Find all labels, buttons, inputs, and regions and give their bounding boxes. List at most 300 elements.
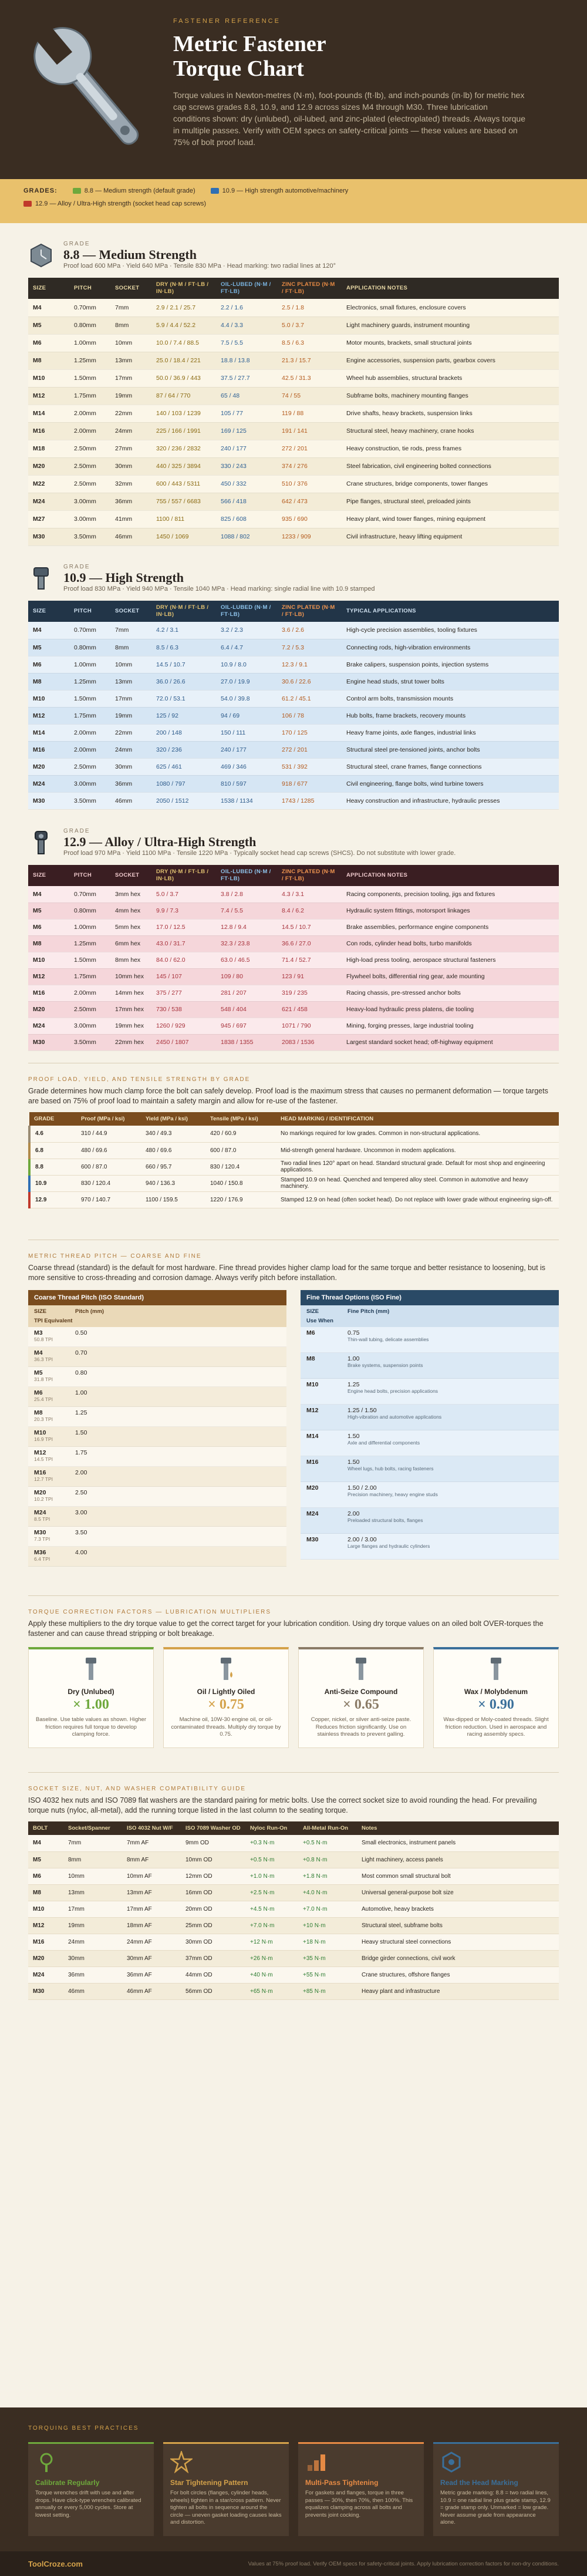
cell-wash: 16mm OD: [181, 1884, 245, 1901]
table-row: [28, 1835, 559, 1851]
cell-tensile: 830 / 120.4: [205, 1159, 276, 1175]
cell-socket: 8mm: [110, 639, 151, 656]
socket-compat-section: [0, 1773, 587, 2019]
cell-oil: 7.4 / 5.5: [216, 903, 277, 919]
cell-proof: 310 / 44.9: [76, 1126, 141, 1142]
cell-oil: 945 / 697: [216, 1018, 277, 1034]
cell-dry: 1100 / 811: [151, 510, 216, 528]
cell-zinc: 272 / 201: [277, 440, 342, 457]
cell-sock: 7mm: [63, 1835, 122, 1851]
section-eyebrow: PROOF LOAD, YIELD, AND TENSILE STRENGTH BY GRADE: [28, 1076, 251, 1083]
tpi-label: 14.5 TPI: [34, 1456, 53, 1462]
cell-pitch: 1.00mm: [69, 656, 110, 673]
cell-dry: 9.9 / 7.3: [151, 903, 216, 919]
cell-wash: 37mm OD: [181, 1950, 245, 1966]
tpi-label: 31.8 TPI: [34, 1376, 53, 1382]
cell-nyl: +40 N·m: [245, 1966, 298, 1983]
use-when: Large flanges and hydraulic cylinders: [348, 1543, 430, 1549]
col-pitch: PITCH: [69, 278, 110, 299]
proof-load-table: [28, 1112, 559, 1208]
practice-title: Read the Head Marking: [440, 2479, 518, 2487]
col-header: Nyloc Run-On: [245, 1821, 298, 1835]
table-row: [28, 707, 559, 724]
col-header: ISO 4032 Nut W/F: [122, 1821, 181, 1835]
cell-dry: 50.0 / 36.9 / 443: [151, 369, 216, 387]
col-header: All-Metal Run-On: [298, 1821, 357, 1835]
table-row: [28, 690, 559, 707]
practice-description: For gaskets and flanges, torque in three passes — 30%, then 70%, then 100%. This equalizes clamping across all bolts and prevents joint cocking.: [305, 2490, 413, 2518]
use-when: Brake systems, suspension points: [348, 1362, 423, 1368]
cell-oil: 105 / 77: [216, 405, 277, 422]
cell-tensile: 1220 / 176.9: [205, 1191, 276, 1208]
grade-title: 8.8 — Medium Strength: [63, 247, 197, 262]
cell-pitch: 0.70mm: [69, 886, 110, 903]
cell-grade: 6.8: [29, 1142, 76, 1159]
col-apps: TYPICAL APPLICATIONS: [342, 601, 559, 622]
fine-pitch: [348, 1381, 438, 1394]
col-dry: DRY (N·M / FT·LB / IN·LB): [151, 601, 216, 622]
thread-size: [34, 1409, 75, 1422]
pitch-value: 4.00: [75, 1549, 87, 1556]
col-oil: OIL-LUBED (N·M / FT·LB): [216, 601, 277, 622]
table-row: [28, 422, 559, 440]
practice-card: [298, 2442, 424, 2536]
cell-size: M20: [28, 457, 69, 475]
cell-met: +4.0 N·m: [298, 1884, 357, 1901]
cell-note: Automotive, heavy brackets: [357, 1901, 559, 1917]
cell-note: Heavy plant and infrastructure: [357, 1983, 559, 1999]
list-item: [301, 1508, 559, 1534]
footer-brand-link[interactable]: ToolCroze.com: [28, 2559, 83, 2568]
cell-app: Con rods, cylinder head bolts, turbo manifolds: [342, 935, 559, 952]
cell-dry: 2050 / 1512: [151, 792, 216, 809]
cell-pitch: 1.50mm: [69, 690, 110, 707]
cell-zinc: 36.6 / 27.0: [277, 935, 342, 952]
cell-proof: 480 / 69.6: [76, 1142, 141, 1159]
cell-oil: 2.2 / 1.6: [216, 299, 277, 316]
thread-size: [34, 1489, 75, 1502]
cell-socket: 10mm: [110, 656, 151, 673]
cell-dry: 625 / 461: [151, 758, 216, 775]
table-row: [28, 1884, 559, 1901]
table-row: [28, 1851, 559, 1868]
size-label: M5: [34, 1369, 43, 1376]
tpi-label: 36.3 TPI: [34, 1356, 53, 1362]
list-item: [301, 1482, 559, 1508]
size-label: M20: [34, 1489, 46, 1496]
cell-wash: 9mm OD: [181, 1835, 245, 1851]
cell-socket: 22mm: [110, 724, 151, 741]
cell-note: Structural steel, subframe bolts: [357, 1917, 559, 1934]
cell-size: M5: [28, 903, 69, 919]
cell-socket: 8mm: [110, 316, 151, 334]
cell-size: M24: [28, 1018, 69, 1034]
size-label: M12: [306, 1407, 319, 1414]
hero: [0, 0, 587, 179]
cell-dry: 36.0 / 26.6: [151, 673, 216, 690]
cell-oil: 94 / 69: [216, 707, 277, 724]
cell-app: Brake assemblies, performance engine components: [342, 919, 559, 935]
table-row: [28, 440, 559, 457]
cell-sock: 10mm: [63, 1868, 122, 1884]
cell-yield: 340 / 49.3: [141, 1126, 205, 1142]
cell-zinc: 30.6 / 22.6: [277, 673, 342, 690]
lube-multiplier: × 0.65: [343, 1697, 379, 1712]
cell-socket: 30mm: [110, 457, 151, 475]
grade-eyebrow: GRADE: [63, 828, 90, 834]
grade-title: 12.9 — Alloy / Ultra-High Strength: [63, 834, 257, 849]
table-row: [28, 952, 559, 968]
size-label: M24: [34, 1509, 46, 1516]
fine-title: Fine Thread Options (ISO Fine): [301, 1290, 559, 1305]
cell-met: +18 N·m: [298, 1934, 357, 1950]
cell-grade: 4.6: [29, 1126, 76, 1142]
table-row: [29, 1159, 559, 1175]
cell-dry: 440 / 325 / 3894: [151, 457, 216, 475]
cell-proof: 600 / 87.0: [76, 1159, 141, 1175]
fine-pitch: [348, 1459, 433, 1471]
list-item: [28, 1387, 286, 1407]
cell-oil: 281 / 207: [216, 985, 277, 1001]
col-dry: DRY (N·M / FT·LB / IN·LB): [151, 865, 216, 886]
cell-size: M10: [28, 690, 69, 707]
cell-pitch: 1.75mm: [69, 387, 110, 405]
cell-size: M6: [28, 656, 69, 673]
list-item: [28, 1407, 286, 1427]
lube-name: Wax / Molybdenum: [464, 1688, 528, 1696]
cell-dry: 5.0 / 3.7: [151, 886, 216, 903]
cell-dry: 17.0 / 12.5: [151, 919, 216, 935]
size-label: M8: [34, 1409, 43, 1416]
cell-oil: 18.8 / 13.8: [216, 352, 277, 369]
cell-met: +55 N·m: [298, 1966, 357, 1983]
size-label: M30: [34, 1529, 46, 1536]
cell-app: Light machinery guards, instrument mounting: [342, 316, 559, 334]
cell-oil: 32.3 / 23.8: [216, 935, 277, 952]
cell-oil: 330 / 243: [216, 457, 277, 475]
list-item: [28, 1507, 286, 1527]
cell-oil: 37.5 / 27.7: [216, 369, 277, 387]
list-item: [301, 1379, 559, 1405]
list-item: [301, 1353, 559, 1379]
cell-pitch: 2.50mm: [69, 1001, 110, 1018]
cell-dry: 225 / 166 / 1991: [151, 422, 216, 440]
cell-met: +10 N·m: [298, 1917, 357, 1934]
table-row: [28, 968, 559, 985]
cell-met: +0.8 N·m: [298, 1851, 357, 1868]
col-apps: APPLICATION NOTES: [342, 865, 559, 886]
oil-drop-icon: [216, 1656, 236, 1682]
cell-oil: 169 / 125: [216, 422, 277, 440]
fine-pitch: [348, 1407, 441, 1420]
cell-app: Hydraulic system fittings, motorsport linkages: [342, 903, 559, 919]
cell-nut: 30mm AF: [122, 1950, 181, 1966]
cell-zinc: 71.4 / 52.7: [277, 952, 342, 968]
cell-oil: 65 / 48: [216, 387, 277, 405]
socket-bolt-icon: [28, 565, 54, 591]
cell-pitch: 1.00mm: [69, 334, 110, 352]
cell-size: M22: [28, 475, 69, 493]
cell-pitch: 3.00mm: [69, 510, 110, 528]
use-when: Wheel lugs, hub bolts, racing fasteners: [348, 1466, 434, 1471]
cell-pitch: 3.50mm: [69, 528, 110, 545]
cell-dry: 72.0 / 53.1: [151, 690, 216, 707]
pitch-value: 2.50: [75, 1489, 87, 1496]
cell-socket: 24mm: [110, 741, 151, 758]
cell-app: Structural steel, heavy machinery, crane hooks: [342, 422, 559, 440]
cell-zinc: 170 / 125: [277, 724, 342, 741]
cell-dry: 1080 / 797: [151, 775, 216, 792]
pitch-value: 1.25: [348, 1381, 360, 1388]
pitch-value: 1.25: [75, 1409, 87, 1416]
cell-pitch: 3.50mm: [69, 1034, 110, 1050]
table-row: [28, 510, 559, 528]
pitch-value: 2.00: [75, 1469, 87, 1476]
cell-socket: 17mm: [110, 690, 151, 707]
cell-pitch: 1.00mm: [69, 919, 110, 935]
cell-note: Most common small structural bolt: [357, 1868, 559, 1884]
cell-nyl: +26 N·m: [245, 1950, 298, 1966]
cell-socket: 14mm hex: [110, 985, 151, 1001]
cell-socket: 41mm: [110, 510, 151, 528]
cell-pitch: 0.80mm: [69, 316, 110, 334]
table-row: [28, 334, 559, 352]
torque-table-10-9: [28, 601, 559, 810]
title-line-2: Torque Chart: [173, 56, 304, 81]
hex-head-icon: [440, 2451, 463, 2473]
cell-zinc: 106 / 78: [277, 707, 342, 724]
footer-note: Values at 75% proof load. Verify OEM specs for safety-critical joints. Apply lubrication correction factors for non-dry conditions.: [248, 2560, 559, 2567]
pitch-value: 1.00: [75, 1389, 87, 1396]
cell-oil: 150 / 111: [216, 724, 277, 741]
grade-subtitle: Proof load 970 MPa · Yield 1100 MPa · Tensile 1220 MPa · Typically socket head cap screws (SHCS). Do not substitute with lower grade.: [63, 850, 456, 857]
hex-bolt-icon: [28, 243, 54, 268]
torque-table-12-9: [28, 865, 559, 1051]
pitch-value: 2.00 / 3.00: [348, 1536, 377, 1543]
thread-size: [34, 1389, 75, 1402]
cell-zinc: 7.2 / 5.3: [277, 639, 342, 656]
wrench-icon: [23, 16, 158, 163]
cell-zinc: 374 / 276: [277, 457, 342, 475]
cell-dry: 125 / 92: [151, 707, 216, 724]
cell-app: High-load press tooling, aerospace structural fasteners: [342, 952, 559, 968]
cell-zinc: 642 / 473: [277, 493, 342, 510]
list-item: [301, 1534, 559, 1560]
col-marking: HEAD MARKING / IDENTIFICATION: [276, 1112, 559, 1126]
cell-mark: Mid-strength general hardware. Uncommon in modern applications.: [276, 1142, 559, 1159]
cell-app: Heavy-load hydraulic press platens, die tooling: [342, 1001, 559, 1018]
cell-pitch: 1.75mm: [69, 968, 110, 985]
cell-app: Heavy construction, tie rods, press frames: [342, 440, 559, 457]
cell-socket: 36mm: [110, 493, 151, 510]
col-apps: APPLICATION NOTES: [342, 278, 559, 299]
tpi-label: 12.7 TPI: [34, 1476, 53, 1482]
cell-oil: 109 / 80: [216, 968, 277, 985]
size-label: M10: [306, 1381, 319, 1388]
pitch-value: 3.00: [75, 1509, 87, 1516]
cell-app: Subframe bolts, machinery mounting flanges: [342, 387, 559, 405]
cell-size: M27: [28, 510, 69, 528]
cell-bolt: M5: [28, 1851, 63, 1868]
cell-dry: 25.0 / 18.4 / 221: [151, 352, 216, 369]
proof-load-section: [0, 1063, 587, 1240]
grade-eyebrow: GRADE: [63, 564, 90, 570]
cell-oil: 1088 / 802: [216, 528, 277, 545]
cell-dry: 600 / 443 / 5311: [151, 475, 216, 493]
cell-socket: 24mm: [110, 422, 151, 440]
lube-card: [163, 1647, 289, 1748]
pitch-value: 1.00: [348, 1355, 360, 1362]
cell-yield: 940 / 136.3: [141, 1175, 205, 1191]
cell-zinc: 42.5 / 31.3: [277, 369, 342, 387]
table-row: [28, 622, 559, 639]
cell-zinc: 918 / 677: [277, 775, 342, 792]
grade-title: 10.9 — High Strength: [63, 570, 184, 585]
cell-sock: 30mm: [63, 1950, 122, 1966]
size-label: M6: [306, 1329, 315, 1336]
cell-socket: 19mm: [110, 387, 151, 405]
cell-size: M30: [28, 528, 69, 545]
grade-8-8-section: [0, 223, 587, 552]
cell-zinc: 21.3 / 15.7: [277, 352, 342, 369]
lube-card: [28, 1647, 154, 1748]
cell-wash: 56mm OD: [181, 1983, 245, 1999]
cell-sock: 8mm: [63, 1851, 122, 1868]
lube-multiplier: × 1.00: [73, 1697, 109, 1712]
cell-nyl: +12 N·m: [245, 1934, 298, 1950]
section-eyebrow: METRIC THREAD PITCH — COARSE AND FINE: [28, 1253, 202, 1260]
cell-yield: 480 / 69.6: [141, 1142, 205, 1159]
cell-size: M12: [28, 387, 69, 405]
cell-dry: 320 / 236 / 2832: [151, 440, 216, 457]
dry-icon: [81, 1656, 101, 1682]
col-header: BOLT: [28, 1821, 63, 1835]
list-item: [28, 1527, 286, 1547]
cell-pitch: 2.50mm: [69, 440, 110, 457]
grade-legend: [0, 179, 587, 223]
cell-app: Heavy construction and infrastructure, hydraulic presses: [342, 792, 559, 809]
cell-pitch: 2.50mm: [69, 475, 110, 493]
cell-oil: 7.5 / 5.5: [216, 334, 277, 352]
cell-tensile: 420 / 60.9: [205, 1126, 276, 1142]
pitch-value: 1.75: [75, 1449, 87, 1456]
col-zinc: ZINC PLATED (N·M / FT·LB): [277, 278, 342, 299]
cell-tensile: 600 / 87.0: [205, 1142, 276, 1159]
cell-socket: 46mm: [110, 528, 151, 545]
cell-pitch: 3.50mm: [69, 792, 110, 809]
cell-bolt: M24: [28, 1966, 63, 1983]
thread-size: [34, 1369, 75, 1382]
cell-wash: 25mm OD: [181, 1917, 245, 1934]
fine-pitch: [348, 1329, 429, 1342]
thread-size: [34, 1509, 75, 1522]
cell-size: M16: [28, 741, 69, 758]
socket-table: [28, 1821, 559, 2000]
cell-size: M12: [28, 968, 69, 985]
cell-bolt: M4: [28, 1835, 63, 1851]
use-when: Precision machinery, heavy engine studs: [348, 1491, 438, 1497]
cell-socket: 19mm: [110, 707, 151, 724]
list-item: [301, 1327, 559, 1353]
lube-name: Oil / Lightly Oiled: [197, 1688, 255, 1696]
cell-socket: 3mm hex: [110, 886, 151, 903]
lube-multiplier: × 0.90: [478, 1697, 514, 1712]
cell-sock: 19mm: [63, 1917, 122, 1934]
cell-oil: 10.9 / 8.0: [216, 656, 277, 673]
cell-nyl: +65 N·m: [245, 1983, 298, 1999]
cell-zinc: 1233 / 909: [277, 528, 342, 545]
cell-wash: 30mm OD: [181, 1934, 245, 1950]
section-eyebrow: TORQUE CORRECTION FACTORS — LUBRICATION MULTIPLIERS: [28, 1609, 272, 1615]
size-label: M8: [306, 1355, 315, 1362]
list-item: [28, 1427, 286, 1447]
cell-zinc: 74 / 55: [277, 387, 342, 405]
cell-size: M16: [28, 422, 69, 440]
col-size: SIZE: [28, 865, 69, 886]
cell-socket: 7mm: [110, 622, 151, 639]
cell-nyl: +1.0 N·m: [245, 1868, 298, 1884]
cell-nut: 36mm AF: [122, 1966, 181, 1983]
cell-dry: 4.2 / 3.1: [151, 622, 216, 639]
cell-zinc: 319 / 235: [277, 985, 342, 1001]
fine-pitch: [348, 1433, 420, 1446]
cell-bolt: M20: [28, 1950, 63, 1966]
cell-pitch: 1.50mm: [69, 952, 110, 968]
col-oil: OIL-LUBED (N·M / FT·LB): [216, 278, 277, 299]
use-when: High-vibration and automotive applications: [348, 1414, 442, 1420]
list-item: [301, 1430, 559, 1456]
section-description: Grade determines how much clamp force the bolt can safely develop. Proof load is the maximum stress that causes no permanent deformation — torque targets are based on 75% of proof load to maintain a safety margin and allow for re-use of the fastener.: [28, 1087, 548, 1105]
cell-oil: 450 / 332: [216, 475, 277, 493]
col-zinc: ZINC PLATED (N·M / FT·LB): [277, 601, 342, 622]
cell-wash: 10mm OD: [181, 1851, 245, 1868]
cell-oil: 12.8 / 9.4: [216, 919, 277, 935]
cell-mark: Stamped 12.9 on head (often socket head). Do not replace with lower grade without engineering sign-off.: [276, 1191, 559, 1208]
cell-socket: 30mm: [110, 758, 151, 775]
cell-app: Wheel hub assemblies, structural brackets: [342, 369, 559, 387]
coarse-title: Coarse Thread Pitch (ISO Standard): [28, 1290, 286, 1305]
cell-zinc: 1071 / 790: [277, 1018, 342, 1034]
tpi-label: 16.9 TPI: [34, 1436, 53, 1442]
cell-dry: 87 / 64 / 770: [151, 387, 216, 405]
cell-dry: 145 / 107: [151, 968, 216, 985]
cell-note: Bridge girder connections, civil work: [357, 1950, 559, 1966]
pitch-value: 1.50: [348, 1433, 360, 1440]
col-header: Socket/Spanner: [63, 1821, 122, 1835]
section-eyebrow: SOCKET SIZE, NUT, AND WASHER COMPATIBILITY GUIDE: [28, 1786, 247, 1792]
cell-oil: 6.4 / 4.7: [216, 639, 277, 656]
cell-zinc: 531 / 392: [277, 758, 342, 775]
grade-subtitle: Proof load 600 MPa · Yield 640 MPa · Tensile 830 MPa · Head marking: two radial lines at 120°: [63, 262, 336, 270]
cell-size: M16: [28, 985, 69, 1001]
cell-bolt: M16: [28, 1934, 63, 1950]
wax-icon: [486, 1656, 506, 1682]
size-label: M4: [34, 1349, 43, 1356]
cell-bolt: M8: [28, 1884, 63, 1901]
footer: [0, 2551, 587, 2576]
table-row: [28, 1934, 559, 1950]
lube-description: Machine oil, 10W-30 engine oil, or oil-contaminated threads. Multiply dry torque by 0.75.: [171, 1716, 281, 1737]
swatch: [23, 201, 32, 207]
cell-app: Brake calipers, suspension points, injection systems: [342, 656, 559, 673]
cell-nut: 8mm AF: [122, 1851, 181, 1868]
cell-note: Crane structures, offshore flanges: [357, 1966, 559, 1983]
size-label: M16: [34, 1469, 46, 1476]
table-row: [28, 792, 559, 809]
grade-subtitle: Proof load 830 MPa · Yield 940 MPa · Tensile 1040 MPa · Head marking: single radial line with 10.9 stamped: [63, 585, 375, 592]
tpi-label: 7.3 TPI: [34, 1536, 50, 1542]
cell-app: Motor mounts, brackets, small structural joints: [342, 334, 559, 352]
